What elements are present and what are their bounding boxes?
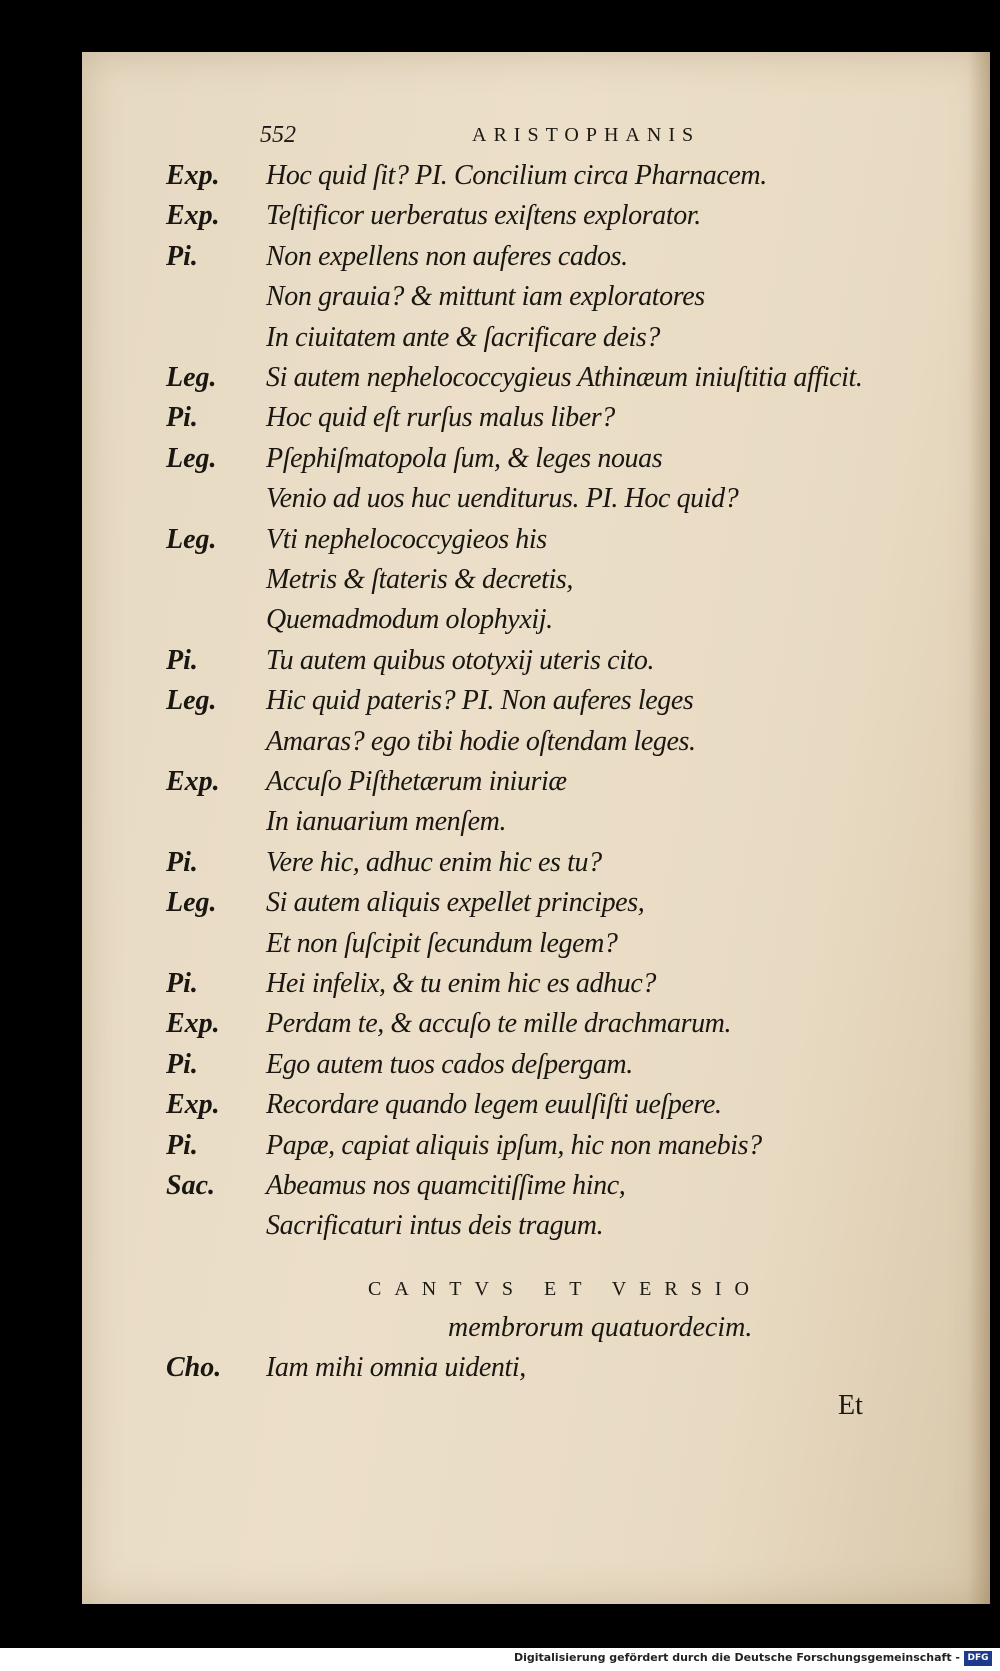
- dfg-logo: DFG: [964, 1651, 992, 1666]
- verse-line: [0, 685, 1000, 725]
- speaker-label: Exp.: [166, 1089, 220, 1121]
- verse-line: [0, 362, 1000, 402]
- verse-text: In ciuitatem ante & ſacrificare deis?: [266, 321, 660, 353]
- speaker-label: Leg.: [166, 523, 217, 555]
- verse-text: Venio ad uos huc uenditurus. PI. Hoc quid?: [266, 483, 739, 515]
- verse-line: [0, 443, 1000, 483]
- verse-line: [0, 524, 1000, 564]
- verse-text: Non expellens non auferes cados.: [266, 240, 628, 272]
- speaker-label: Pi.: [166, 402, 198, 434]
- digitization-footer: [0, 1648, 1000, 1671]
- verse-line: [0, 402, 1000, 442]
- verse-text: Et non ſuſcipit ſecundum legem?: [266, 927, 618, 959]
- funding-credit: Digitalisierung gefördert durch die Deutsche Forschungsgemeinschaft -: [513, 1651, 960, 1664]
- speaker-label: Exp.: [166, 200, 220, 232]
- verse-text: Si autem nephelococcygieus Athinæum iniuſtitia afficit.: [266, 362, 863, 393]
- verse-text: Non grauia? & mittunt iam exploratores: [266, 281, 705, 313]
- verse-text: Amaras? ego tibi hodie oſtendam leges.: [266, 725, 696, 757]
- verse-text: Vere hic, adhuc enim hic es tu?: [266, 846, 602, 878]
- verse-line: [0, 928, 1000, 968]
- verse-text: Quemadmodum olophyxij.: [266, 604, 553, 636]
- speaker-label: Pi.: [166, 968, 198, 999]
- verse-line: [0, 766, 1000, 806]
- verse-text: Tu autem quibus ototyxij uteris cito.: [266, 644, 655, 676]
- verse-line: [0, 968, 1000, 1008]
- speaker-label: Leg.: [166, 442, 217, 474]
- verse-line: [0, 847, 1000, 887]
- verse-line: [0, 160, 1000, 200]
- verse-line: [0, 322, 1000, 362]
- speaker-label: Exp.: [166, 160, 220, 191]
- verse-text: Sacrificaturi intus deis tragum.: [266, 1210, 604, 1242]
- verse-line: [0, 726, 1000, 766]
- speaker-label: Leg.: [166, 362, 217, 393]
- section-subheading: membrorum quatuordecim.: [448, 1312, 753, 1343]
- section-heading: CANTVS ET VERSIO: [368, 1278, 762, 1300]
- verse-line: [0, 483, 1000, 523]
- verse-text: Abeamus nos quamcitiſſime hinc,: [266, 1170, 626, 1201]
- running-title: ARISTOPHANIS: [472, 124, 701, 146]
- page-number: 552: [260, 122, 296, 148]
- verse-text: Ego autem tuos cados deſpergam.: [266, 1048, 633, 1080]
- verse-text: Iam mihi omnia uidenti,: [266, 1352, 526, 1383]
- verse-line: [0, 241, 1000, 281]
- verse-line: [0, 1008, 1000, 1048]
- verse-text: Teſtificor uerberatus exiſtens explorator.: [266, 200, 701, 232]
- speaker-label: Pi.: [166, 1129, 198, 1161]
- verse-line: [0, 281, 1000, 321]
- verse-text: Accuſo Piſthetærum iniuriæ: [266, 766, 567, 797]
- verse-line: [0, 564, 1000, 604]
- verse-text: Pſephiſmatopola ſum, & leges nouas: [266, 442, 663, 474]
- verse-line: [0, 1130, 1000, 1170]
- speaker-label: Pi.: [166, 1048, 198, 1080]
- verse-line: [0, 887, 1000, 927]
- speaker-label: Pi.: [166, 644, 198, 676]
- verse-line: [0, 806, 1000, 846]
- verse-line: [0, 1049, 1000, 1089]
- verse-text: Hic quid pateris? PI. Non auferes leges: [266, 685, 694, 717]
- chorus-line: [0, 1352, 1000, 1392]
- verse-text: In ianuarium menſem.: [266, 806, 507, 838]
- verse-text: Recordare quando legem euulſiſti ueſpere.: [266, 1089, 722, 1121]
- verse-text: Perdam te, & accuſo te mille drachmarum.: [266, 1008, 732, 1040]
- verse-line: [0, 200, 1000, 240]
- verse-text: Papæ, capiat aliquis ipſum, hic non manebis?: [266, 1129, 762, 1161]
- verse-text: Si autem aliquis expellet principes,: [266, 887, 645, 919]
- verse-line: [0, 1210, 1000, 1250]
- speaker-label: Exp.: [166, 766, 220, 797]
- verse-text: Metris & ſtateris & decretis,: [266, 564, 573, 595]
- verse-text: Hoc quid ſit? PI. Concilium circa Pharnacem.: [266, 160, 767, 191]
- verse-line: [0, 1170, 1000, 1210]
- speaker-label: Leg.: [166, 685, 217, 717]
- catchword: Et: [838, 1390, 863, 1421]
- verse-line: [0, 604, 1000, 644]
- verse-line: [0, 645, 1000, 685]
- speaker-label: Pi.: [166, 846, 198, 878]
- running-head: [260, 122, 780, 152]
- verse-text: Vti nephelococcygieos his: [266, 523, 547, 555]
- speaker-label: Exp.: [166, 1008, 220, 1040]
- verse-text: Hoc quid eſt rurſus malus liber?: [266, 402, 615, 434]
- verse-text: Hei infelix, & tu enim hic es adhuc?: [266, 968, 656, 999]
- speaker-label: Sac.: [166, 1170, 215, 1201]
- speaker-label: Pi.: [166, 240, 198, 272]
- verse-line: [0, 1089, 1000, 1129]
- speaker-label: Cho.: [166, 1352, 222, 1383]
- speaker-label: Leg.: [166, 887, 217, 919]
